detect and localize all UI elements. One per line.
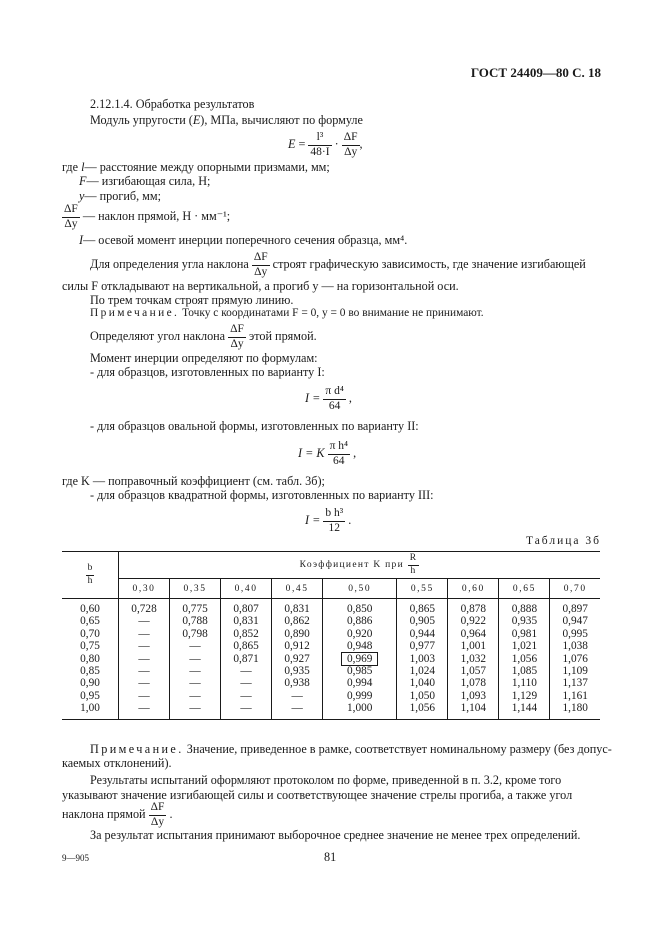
row-label: 0,90 — [80, 677, 100, 690]
table-cell — [221, 599, 272, 616]
cell-value: 1,050 — [409, 689, 436, 702]
table-cell — [550, 690, 600, 702]
table-cell — [448, 690, 499, 702]
cell-value: 0,865 — [233, 640, 259, 653]
table-cell — [448, 702, 499, 719]
cell-value: 0,798 — [182, 627, 208, 640]
cell-value: 0,831 — [233, 615, 259, 628]
table-cell — [170, 702, 221, 719]
table-cell — [448, 677, 499, 689]
cell-value: 0,775 — [182, 603, 208, 615]
cell-value: 0,947 — [562, 615, 588, 628]
variant-2-text: - для образцов овальной формы, изготовленных по варианту II: — [90, 419, 419, 433]
variant-3-text: - для образцов квадратной формы, изготовленных по варианту III: — [90, 488, 434, 502]
page-number: 81 — [324, 850, 337, 864]
cell-value: 0,897 — [562, 603, 588, 615]
cell-value: 0,948 — [347, 640, 373, 653]
table-row — [62, 628, 600, 640]
cell-value: — — [189, 640, 201, 653]
table-cell — [499, 677, 550, 689]
table-cell — [170, 599, 221, 616]
table-cell — [272, 702, 323, 719]
table-cell — [272, 690, 323, 702]
column-header: 0,70 — [550, 579, 600, 599]
table-cell — [550, 653, 600, 665]
row-label: 0,70 — [80, 627, 100, 640]
cell-value: 1,001 — [460, 640, 487, 653]
table-cell — [323, 628, 397, 640]
cell-value: — — [240, 665, 252, 678]
coefficient-table — [62, 551, 600, 720]
cell-value: 0,922 — [460, 615, 487, 628]
table-cell — [221, 615, 272, 627]
cell-value: 1,024 — [409, 665, 436, 678]
table-cell — [550, 599, 600, 616]
table-cell — [397, 599, 448, 616]
table-cell — [170, 640, 221, 652]
cell-value: 1,040 — [409, 677, 436, 690]
cell-value: 1,032 — [460, 652, 487, 665]
formula-I-variant3: I = $\frac{\text{b h³}}{12}$ . — [305, 507, 352, 534]
cell-value: 1,057 — [460, 665, 487, 678]
cell-value: — — [138, 689, 150, 702]
cell-value: 0,905 — [409, 615, 436, 628]
table-cell — [499, 690, 550, 702]
results-line3: наклона прямой $\frac{\Delta F}{\Delta y}$ . — [62, 801, 173, 828]
cell-value: 1,180 — [562, 702, 588, 715]
cell-value: 0,944 — [409, 627, 436, 640]
table-cell — [323, 653, 397, 665]
table-cell — [119, 615, 170, 627]
cell-value: 0,888 — [511, 603, 538, 615]
column-header: 0,55 — [397, 579, 448, 599]
cell-value: 0,890 — [284, 627, 310, 640]
table-cell — [448, 653, 499, 665]
column-header: 0,65 — [499, 579, 550, 599]
fraction-dF-dy: $\frac{\Delta F}{\Delta y}$ — [343, 131, 358, 158]
table-cell — [448, 665, 499, 677]
table-cell — [397, 702, 448, 719]
column-header: 0,35 — [170, 579, 221, 599]
cell-value: 0,862 — [284, 615, 310, 628]
angle-paragraph-line3: По трем точкам строят прямую линию. — [90, 293, 294, 307]
section-title: 2.12.1.4. Обработка результатов — [90, 97, 255, 111]
cell-value: 0,807 — [233, 603, 259, 615]
table-cell — [323, 690, 397, 702]
table-row — [62, 665, 600, 677]
table-cell — [119, 653, 170, 665]
table-cell — [550, 677, 600, 689]
cell-value: 0,999 — [347, 689, 373, 702]
cell-value: — — [240, 702, 252, 715]
where-slope: $\frac{\Delta F}{\Delta y}$ — наклон прямой, Н · мм⁻¹; — [64, 203, 231, 230]
cell-value: 0,850 — [347, 603, 373, 615]
cell-value: 1,137 — [562, 677, 588, 690]
formula-I-variant1: I = $\frac{\text{π d⁴}}{64}$ , — [305, 385, 352, 412]
cell-value: 1,144 — [511, 702, 538, 715]
cell-value: 0,865 — [409, 603, 436, 615]
cell-value: 0,927 — [284, 652, 310, 665]
cell-value: — — [138, 665, 150, 678]
table-cell — [221, 665, 272, 677]
column-header: 0,60 — [448, 579, 499, 599]
row-label: 0,95 — [80, 689, 100, 702]
cell-value: 1,038 — [562, 640, 588, 653]
table-cell — [170, 665, 221, 677]
table-cell — [323, 599, 397, 616]
table-cell — [170, 677, 221, 689]
table-cell — [397, 690, 448, 702]
inertia-intro: Момент инерции определяют по формулам: — [90, 351, 318, 365]
cell-value: — — [138, 615, 150, 628]
table-cell — [323, 665, 397, 677]
angle-paragraph-line2: силы F откладывают на вертикальной, а прогиб y — на горизонтальной оси. — [62, 279, 459, 293]
table-cell — [221, 640, 272, 652]
table-cell — [221, 653, 272, 665]
cell-value: 1,056 — [409, 702, 436, 715]
table-cell — [272, 599, 323, 616]
table-cell — [550, 615, 600, 627]
results-final: За результат испытания принимают выборочное среднее значение не менее трех определений. — [90, 828, 581, 842]
cell-value: 0,871 — [233, 652, 259, 665]
table-rowhead: $\frac{b}{h}$ — [62, 552, 119, 599]
cell-value: — — [240, 677, 252, 690]
cell-value: — — [138, 627, 150, 640]
table-cell — [272, 628, 323, 640]
table-cell — [499, 640, 550, 652]
cell-value: 0,831 — [284, 603, 310, 615]
cell-value: — — [138, 702, 150, 715]
table-cell — [448, 615, 499, 627]
results-line2: указывают значение изгибающей силы и соответствующее значение стрелы прогиба, а также угол — [62, 788, 573, 802]
where-l: где l— расстояние между опорными призмами, мм; — [62, 160, 330, 174]
row-label: 0,75 — [80, 640, 100, 653]
formula-I-variant2: I = K $\frac{\text{π h⁴}}{64}$ , — [298, 440, 357, 467]
table-row — [62, 640, 600, 652]
k-definition: где K — поправочный коэффициент (см. табл. 3б); — [62, 474, 325, 488]
table-cell — [397, 665, 448, 677]
results-line1: Результаты испытаний оформляют протоколом по форме, приведенной в п. 3.2, кроме того — [90, 773, 562, 787]
nominal-value-box: 0,969 — [341, 652, 378, 666]
table-cell — [119, 665, 170, 677]
table-cell — [448, 599, 499, 616]
cell-value: 1,021 — [511, 640, 538, 653]
table-cell — [221, 690, 272, 702]
cell-value: — — [138, 652, 150, 665]
note-2-line2: каемых отклонений). — [62, 756, 172, 770]
cell-value: — — [138, 677, 150, 690]
table-row — [62, 677, 600, 689]
table-cell — [448, 640, 499, 652]
table-cell — [170, 628, 221, 640]
cell-value: 1,110 — [511, 677, 537, 690]
table-cell — [221, 628, 272, 640]
row-label: 0,60 — [80, 603, 100, 615]
table-cell — [323, 615, 397, 627]
note-2-line1: Примечание. Значение, приведенное в рамке, соответствует номинальному размеру (без допус- — [90, 742, 612, 756]
where-I: I— осевой момент инерции поперечного сечения образца, мм⁴. — [79, 233, 408, 247]
cell-value: 1,161 — [562, 689, 588, 702]
cell-value: 0,920 — [347, 627, 373, 640]
table-cell — [272, 653, 323, 665]
table-cell — [119, 677, 170, 689]
table-cell — [119, 599, 170, 616]
cell-value: 0,852 — [233, 627, 259, 640]
cell-value: 1,129 — [511, 689, 538, 702]
cell-value: 1,085 — [511, 665, 538, 678]
table-cell — [170, 690, 221, 702]
table-cell — [221, 702, 272, 719]
cell-value: 0,935 — [284, 665, 310, 678]
table-caption: Таблица 3б — [525, 535, 601, 547]
cell-value: 0,995 — [562, 627, 588, 640]
table-cell — [323, 677, 397, 689]
table-cell — [272, 615, 323, 627]
table-cell — [448, 628, 499, 640]
table-cell — [550, 665, 600, 677]
cell-value: 0,938 — [284, 677, 310, 690]
table-cell — [550, 628, 600, 640]
row-label: 0,85 — [80, 665, 100, 678]
cell-value: 0,977 — [409, 640, 436, 653]
cell-value: 0,788 — [182, 615, 208, 628]
modulus-intro: Модуль упругости (E), МПа, вычисляют по формуле — [90, 113, 363, 127]
where-y: y— прогиб, мм; — [79, 189, 161, 203]
table-cell — [550, 702, 600, 719]
table-cell — [119, 628, 170, 640]
cell-value: 1,109 — [562, 665, 588, 678]
define-angle: Определяют угол наклона $\frac{\Delta F}{\Delta y}$ этой прямой. — [90, 323, 317, 350]
cell-value: — — [291, 702, 303, 715]
cell-value: 0,728 — [131, 603, 157, 615]
cell-value: 0,912 — [284, 640, 310, 653]
cell-value: — — [189, 689, 201, 702]
column-header: 0,45 — [272, 579, 323, 599]
cell-value: 1,093 — [460, 689, 487, 702]
variant-1-text: - для образцов, изготовленных по варианту I: — [90, 365, 325, 379]
cell-value: 0,878 — [460, 603, 487, 615]
modulus-formula: E = $\frac{\text{l³}}{48\cdot I}$ · $\frac{\Delta F}{\Delta y}$ , — [288, 131, 363, 158]
table-cell — [170, 653, 221, 665]
cell-value: — — [189, 702, 201, 715]
cell-value: 0,964 — [460, 627, 487, 640]
table-cell — [119, 702, 170, 719]
footer-code: 9—905 — [62, 853, 89, 863]
table-cell — [397, 677, 448, 689]
cell-value: 0,981 — [511, 627, 538, 640]
fraction-l3-48I: $\frac{\text{l³}}{48\cdot I}$ — [310, 131, 330, 158]
table-cell — [272, 665, 323, 677]
page-header: ГОСТ 24409—80 С. 18 — [470, 65, 601, 80]
table-cell — [499, 653, 550, 665]
table-cell — [397, 640, 448, 652]
cell-value: — — [189, 677, 201, 690]
table-cell — [397, 653, 448, 665]
where-F: F— изгибающая сила, Н; — [79, 174, 211, 188]
table-cell — [323, 640, 397, 652]
table-cell — [499, 665, 550, 677]
cell-value: — — [189, 652, 201, 665]
table-cell — [272, 677, 323, 689]
table-cell — [119, 640, 170, 652]
table-cell — [272, 640, 323, 652]
table-cell — [499, 702, 550, 719]
table-row — [62, 615, 600, 627]
cell-value: 1,078 — [460, 677, 487, 690]
table-group-header: Коэффициент K при $\frac{R}{h}$ — [119, 552, 601, 579]
cell-value: 0,985 — [347, 665, 373, 678]
cell-value: 1,003 — [409, 652, 436, 665]
table-row — [62, 599, 600, 616]
cell-value: — — [240, 689, 252, 702]
cell-value: — — [189, 665, 201, 678]
table-cell — [550, 640, 600, 652]
table-cell — [499, 599, 550, 616]
column-header: 0,40 — [221, 579, 272, 599]
note-1: Примечание. Точку с координатами F = 0, y = 0 во внимание не принимают. — [90, 307, 484, 319]
column-header: 0,30 — [119, 579, 170, 599]
row-label: 0,80 — [80, 652, 100, 665]
cell-value: 0,935 — [511, 615, 538, 628]
table-cell — [397, 615, 448, 627]
cell-value: 1,104 — [460, 702, 487, 715]
cell-value: 1,000 — [347, 702, 373, 715]
cell-value: 1,076 — [562, 652, 588, 665]
cell-value: 0,994 — [347, 677, 373, 690]
table-row — [62, 702, 600, 719]
table-row — [62, 690, 600, 702]
cell-value: — — [291, 689, 303, 702]
column-header: 0,50 — [323, 579, 397, 599]
table-cell — [170, 615, 221, 627]
cell-value: 1,056 — [511, 652, 538, 665]
table-cell — [499, 628, 550, 640]
row-label: 1,00 — [62, 702, 119, 719]
angle-paragraph-line1: Для определения угла наклона $\frac{\Delta F}{\Delta y}$ строят графическую зависимость, где значение изгибающей — [90, 251, 586, 278]
table-row — [62, 653, 600, 665]
table-cell — [499, 615, 550, 627]
row-label: 0,65 — [80, 615, 100, 628]
cell-value: 0,886 — [347, 615, 373, 628]
table-cell — [221, 677, 272, 689]
table-cell — [323, 702, 397, 719]
table-cell — [397, 628, 448, 640]
cell-value: — — [138, 640, 150, 653]
table-cell — [119, 690, 170, 702]
